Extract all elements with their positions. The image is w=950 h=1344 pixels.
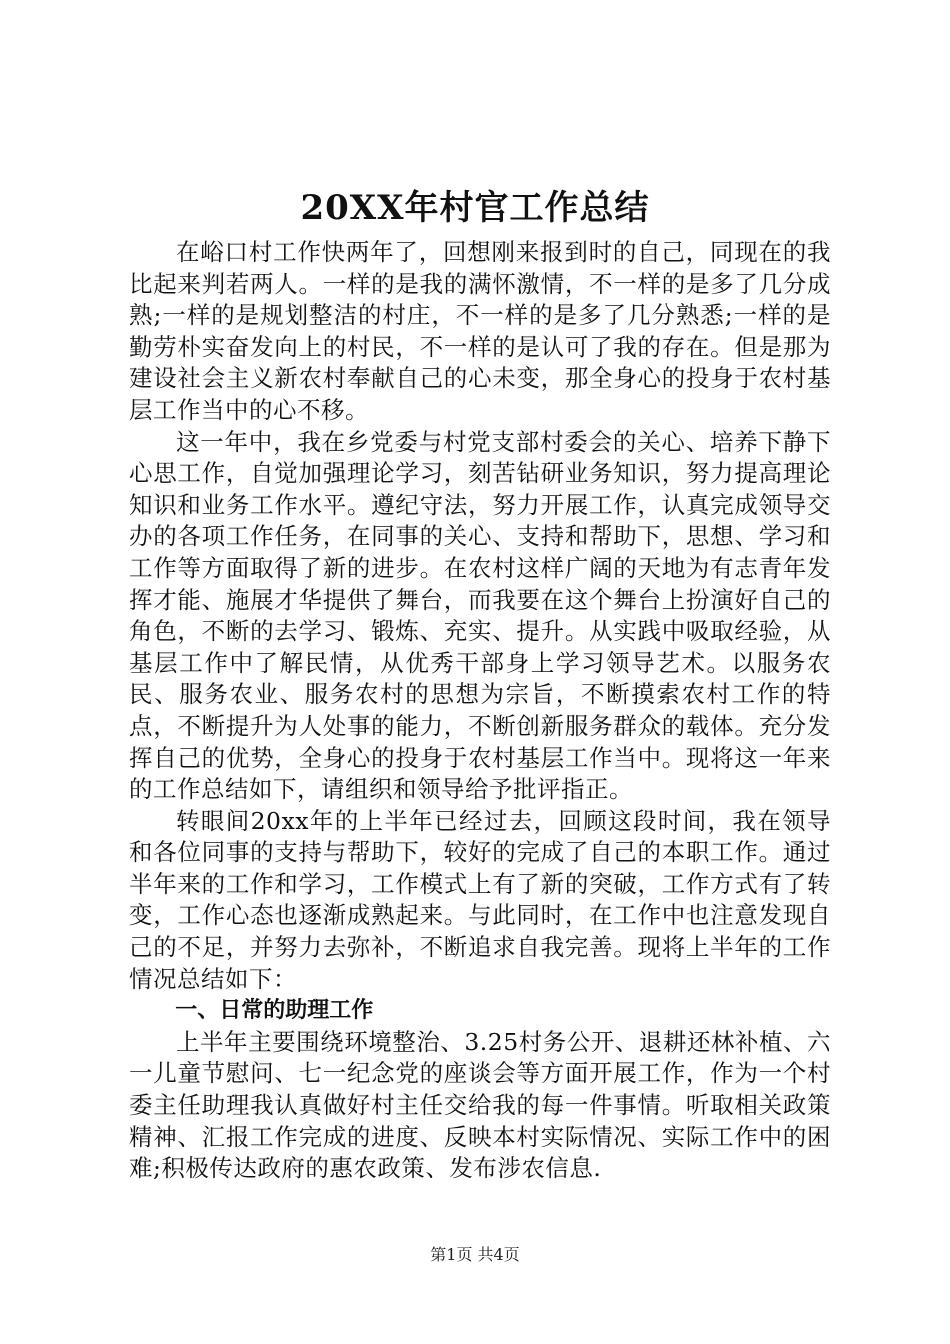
paragraph-daily-work: 上半年主要围绕环境整治、3.25村务公开、退耕还林补植、六一儿童节慰问、七一纪念党的座谈会等方面开展工作，作为一个村委主任助理我认真做好村主任交给我的每一件事情。听取相关政策精神、汇报工作完成的进度、反映本村实际情况、实际工作中的困难;积极传达政府的惠农政策、发布涉农信息. <box>129 1027 831 1183</box>
paragraph-intro: 在峪口村工作快两年了，回想刚来报到时的自己，同现在的我比起来判若两人。一样的是我的满怀激情，不一样的是多了几分成熟;一样的是规划整洁的村庄，不一样的是多了几分熟悉;一样的是勤劳朴实奋发向上的村民，不一样的是认可了我的存在。但是那为建设社会主义新农村奉献自己的心未变，那全身心的投身于农村基层工作当中的心不移。 <box>129 238 831 424</box>
section-heading: 一、日常的助理工作 <box>175 998 374 1024</box>
document-title: 20XX年村官工作总结 <box>300 188 650 228</box>
document-body <box>129 237 831 1185</box>
paragraph-year-summary: 这一年中，我在乡党委与村党支部村委会的关心、培养下静下心思工作，自觉加强理论学习，刻苦钻研业务知识，努力提高理论知识和业务工作水平。遵纪守法，努力开展工作，认真完成领导交办的各项工作任务，在同事的关心、支持和帮助下，思想、学习和工作等方面取得了新的进步。在农村这样广阔的天地为有志青年发挥才能、施展才华提供了舞台，而我要在这个舞台上扮演好自己的角色，不断的去学习、锻炼、充实、提升。从实践中吸取经验，从基层工作中了解民情，从优秀干部身上学习领导艺术。以服务农民、服务农业、服务农村的思想为宗旨，不断摸索农村工作的特点，不断提升为人处事的能力，不断创新服务群众的载体。充分发挥自己的优势，全身心的投身于农村基层工作当中。现将这一年来的工作总结如下，请组织和领导给予批评指正。 <box>129 427 831 804</box>
page-footer: 第1页 共4页 <box>430 1245 520 1264</box>
paragraph-half-year: 转眼间20xx年的上半年已经过去，回顾这段时间，我在领导和各位同事的支持与帮助下，较好的完成了自己的本职工作。通过半年来的工作和学习，工作模式上有了新的突破，工作方式有了转变，工作心态也逐渐成熟起来。与此同时，在工作中也注意发现自己的不足，并努力去弥补，不断追求自我完善。现将上半年的工作情况总结如下： <box>129 806 831 993</box>
